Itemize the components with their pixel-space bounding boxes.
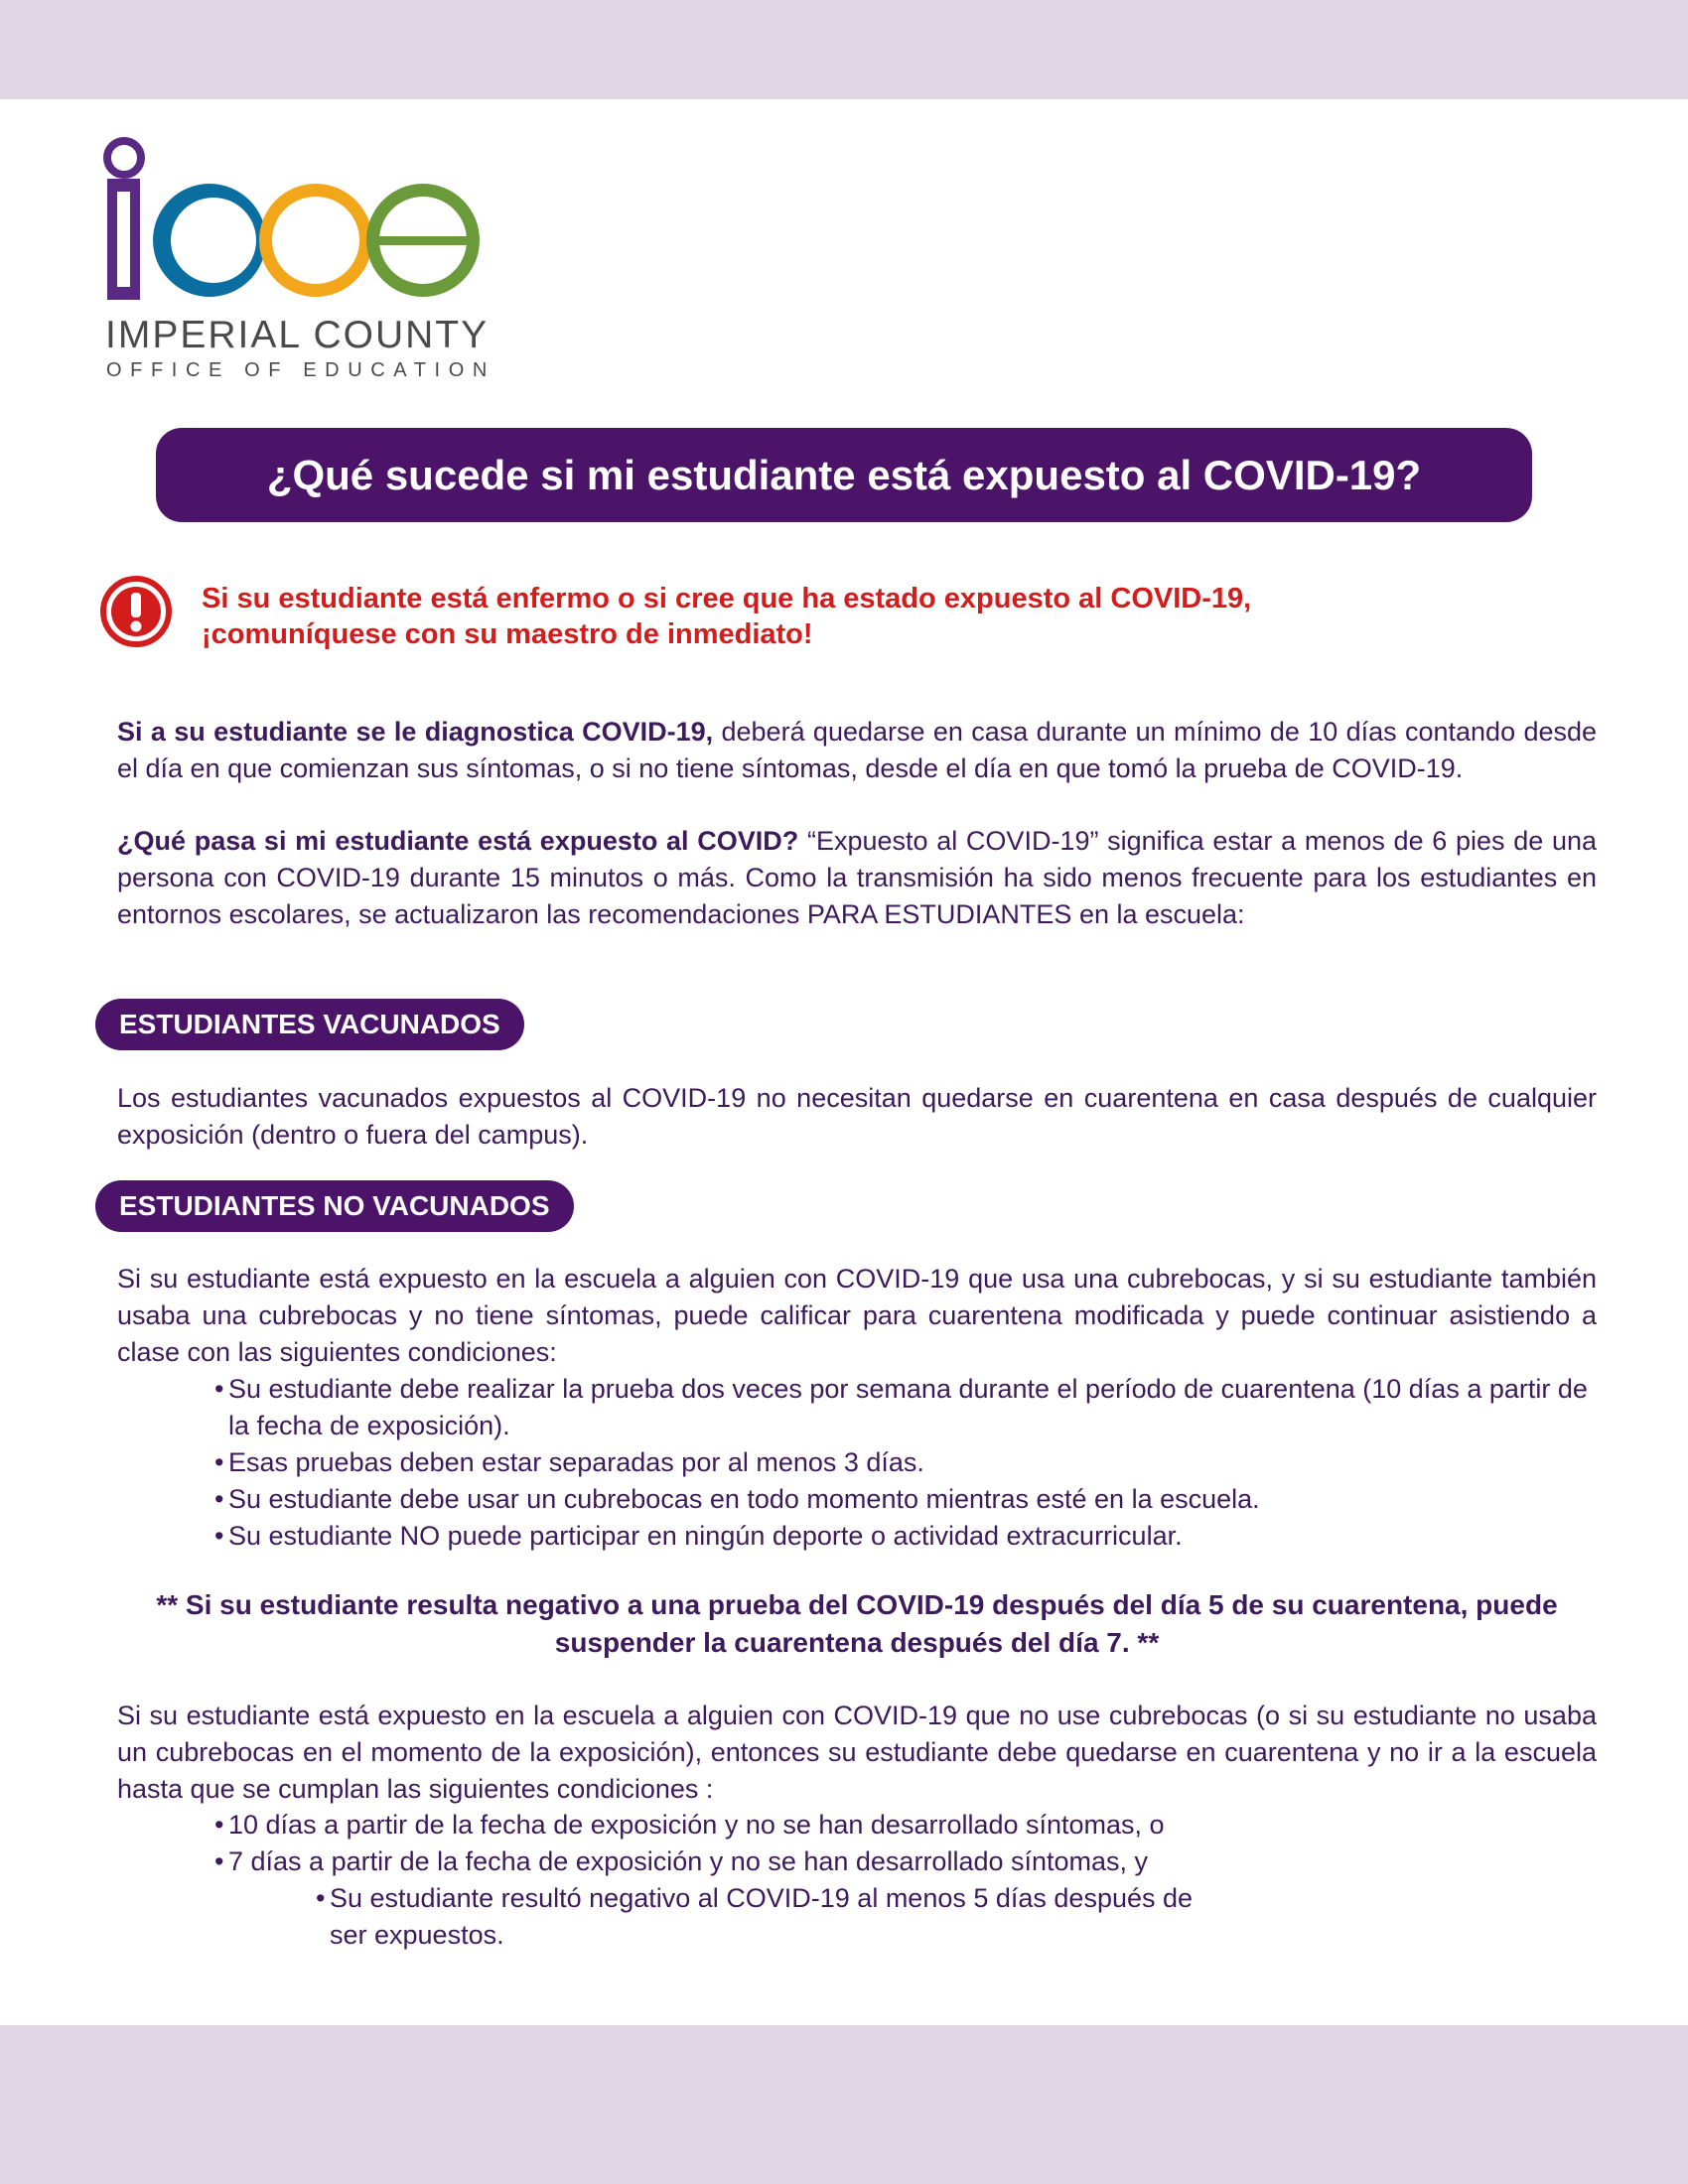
alert-line-2: ¡comuníquese con su maestro de inmediato! <box>202 618 813 650</box>
quarantine-conditions <box>214 1807 1307 1880</box>
list-item: • Su estudiante debe usar un cubrebocas en todo momento mientras esté en la escuela. <box>214 1481 1615 1518</box>
diagnosed-text: deberá quedarse en casa durante un mínimo de 10 días contando desde el día en que comienzan sus síntomas, o si no tiene síntomas, desde el día en que tomó la prueba de COVID-19. <box>117 717 1598 783</box>
modified-quarantine-conditions <box>214 1371 1615 1555</box>
list-item: • Esas pruebas deben estar separadas por al menos 3 días. <box>214 1444 1615 1481</box>
unvaccinated-intro: Si su estudiante está expuesto en la escuela a alguien con COVID-19 que usa una cubrebocas, y si su estudiante también usaba una cubrebocas y no tiene síntomas, puede calificar para cuarentena modificada y puede continuar asistiendo a clase con las siguientes condiciones: <box>117 1264 1597 1367</box>
quarantine-sub-conditions <box>316 1880 1209 1954</box>
exclamation-circle-icon <box>100 576 172 647</box>
icoe-logo <box>103 137 495 385</box>
page-title: ¿Qué sucede si mi estudiante está expuesto al COVID-19? <box>156 428 1532 522</box>
negative-test-note <box>117 1586 1597 1662</box>
no-mask-paragraph: Si su estudiante está expuesto en la escuela a alguien con COVID-19 que no use cubrebocas (o si su estudiante no usaba un cubrebocas en el momento de la exposición), entonces su estudiante debe quedarse en cuarentena y no ir a la escuela hasta que se cumplan las siguientes condiciones : <box>117 1701 1597 1804</box>
vaccinated-heading: ESTUDIANTES VACUNADOS <box>95 999 524 1050</box>
list-item: • Su estudiante resultó negativo al COVID-19 al menos 5 días después de ser expuestos. <box>316 1880 1209 1954</box>
unvaccinated-heading: ESTUDIANTES NO VACUNADOS <box>95 1180 574 1232</box>
alert-message <box>202 581 1492 652</box>
note-line-2: suspender la cuarentena después del día 7. ** <box>554 1627 1160 1658</box>
top-band <box>0 0 1688 99</box>
exposed-lead: ¿Qué pasa si mi estudiante está expuesto al COVID? <box>117 826 799 856</box>
organization-subtitle: OFFICE OF EDUCATION <box>106 359 495 381</box>
exposed-paragraph <box>117 823 1597 933</box>
list-item: • Su estudiante NO puede participar en ningún deporte o actividad extracurricular. <box>214 1518 1615 1555</box>
bottom-band <box>0 2025 1688 2184</box>
diagnosed-paragraph <box>117 714 1597 787</box>
list-item: • 10 días a partir de la fecha de exposición y no se han desarrollado síntomas, o <box>214 1807 1307 1843</box>
organization-name: IMPERIAL COUNTY <box>105 314 490 356</box>
diagnosed-lead: Si a su estudiante se le diagnostica COVID-19, <box>117 717 714 747</box>
icoe-logo-mark <box>103 137 491 306</box>
list-item: • Su estudiante debe realizar la prueba dos veces por semana durante el período de cuarentena (10 días a partir de la fecha de exposición). <box>214 1371 1615 1444</box>
list-item: • 7 días a partir de la fecha de exposición y no se han desarrollado síntomas, y <box>214 1843 1307 1880</box>
exposed-text: “Expuesto al COVID-19” significa estar a menos de 6 pies de una persona con COVID-19 durante 15 minutos o más. Como la transmisión ha sido menos frecuente para los estudiantes en entornos escolares, se actualizaron las recomendaciones PARA ESTUDIANTES en la escuela: <box>117 826 1597 929</box>
alert-line-1: Si su estudiante está enfermo o si cree que ha estado expuesto al COVID-19, <box>202 583 1252 614</box>
vaccinated-paragraph: Los estudiantes vacunados expuestos al COVID-19 no necesitan quedarse en cuarentena en casa después de cualquier exposición (dentro o fuera del campus). <box>117 1083 1597 1150</box>
note-line-1: ** Si su estudiante resulta negativo a una prueba del COVID-19 después del día 5 de su cuarentena, puede <box>156 1589 1558 1620</box>
